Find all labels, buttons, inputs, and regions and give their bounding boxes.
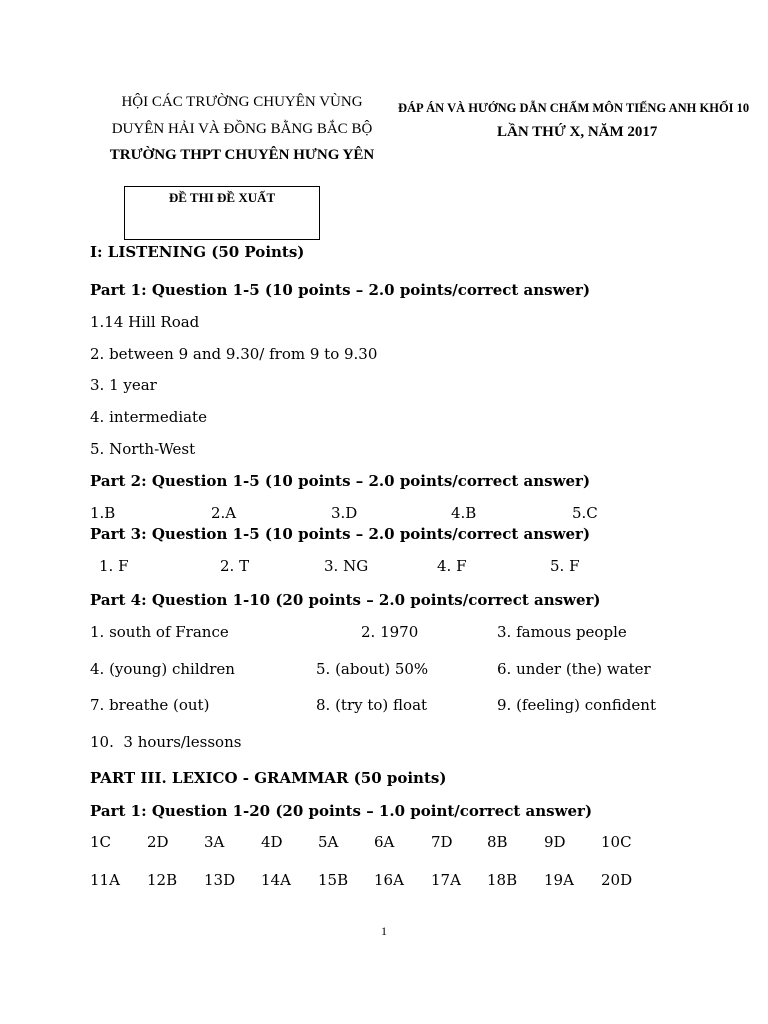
part4-heading: Part 4: Question 1-10 (20 points – 2.0 points/correct answer) [90,591,601,609]
answer-cell: 1.B [90,504,116,522]
section-title-listening: I: LISTENING (50 Points) [90,243,305,261]
answer-cell: 2. T [220,557,250,575]
answer-cell: 12B [147,871,178,889]
list-item: 2. between 9 and 9.30/ from 9 to 9.30 [90,345,378,363]
answer-cell: 11A [90,871,120,889]
part2-heading: Part 2: Question 1-5 (10 points – 2.0 points/correct answer) [90,472,591,490]
answer-cell: 7D [431,833,453,851]
header-answer-key-title: ĐÁP ÁN VÀ HƯỚNG DẪN CHẤM MÔN TIẾNG ANH KHỐI 10 [398,101,750,115]
answer-cell: 1. south of France [90,623,229,641]
answer-cell: 2. 1970 [361,623,419,641]
answer-cell: 5A [318,833,339,851]
answer-cell: 4.B [451,504,477,522]
answer-cell: 18B [487,871,518,889]
answer-cell: 16A [374,871,404,889]
answer-cell: 3. NG [324,557,369,575]
answer-cell: 20D [601,871,633,889]
answer-cell: 7. breathe (out) [90,696,210,714]
answer-cell: 10. 3 hours/lessons [90,733,242,751]
header-edition: LẦN THỨ X, NĂM 2017 [497,124,658,140]
answer-cell: 9D [544,833,566,851]
answer-cell: 13D [204,871,236,889]
answer-cell: 4. F [437,557,467,575]
section-title-lexico-grammar: PART III. LEXICO - GRAMMAR (50 points) [90,769,447,787]
part1-heading: Part 1: Question 1-5 (10 points – 2.0 points/correct answer) [90,281,591,299]
answer-cell: 14A [261,871,291,889]
list-item: 3. 1 year [90,376,157,394]
answer-cell: 19A [544,871,574,889]
answer-cell: 1C [90,833,112,851]
answer-cell: 17A [431,871,461,889]
lexico-part1-heading: Part 1: Question 1-20 (20 points – 1.0 point/correct answer) [90,802,593,820]
answer-cell: 6. under (the) water [497,660,651,678]
header-org-line1: HỘI CÁC TRƯỜNG CHUYÊN VÙNG [121,94,363,110]
header-school: TRƯỜNG THPT CHUYÊN HƯNG YÊN [109,147,375,163]
answer-cell: 15B [318,871,349,889]
answer-cell: 2.A [211,504,237,522]
answer-cell: 4. (young) children [90,660,235,678]
list-item: 1.14 Hill Road [90,313,200,331]
answer-cell: 5. F [550,557,580,575]
page-number: 1 [381,924,387,938]
answer-cell: 3A [204,833,225,851]
proposed-exam-label: ĐỀ THI ĐỀ XUẤT [168,190,276,205]
answer-cell: 8B [487,833,508,851]
list-item: 4. intermediate [90,408,207,426]
answer-cell: 9. (feeling) confident [497,696,656,714]
answer-cell: 10C [601,833,632,851]
answer-cell: 1. F [99,557,129,575]
answer-cell: 8. (try to) float [316,696,428,714]
answer-cell: 3. famous people [497,623,627,641]
answer-cell: 2D [147,833,169,851]
part3-heading: Part 3: Question 1-5 (10 points – 2.0 points/correct answer) [90,525,591,543]
proposed-exam-box [124,186,320,240]
answer-cell: 3.D [331,504,358,522]
answer-cell: 5.C [572,504,598,522]
answer-cell: 6A [374,833,395,851]
answer-cell: 4D [261,833,283,851]
answer-cell: 5. (about) 50% [316,660,429,678]
list-item: 5. North-West [90,440,196,458]
header-org-line2: DUYÊN HẢI VÀ ĐỒNG BẰNG BẮC BỘ [111,121,373,137]
